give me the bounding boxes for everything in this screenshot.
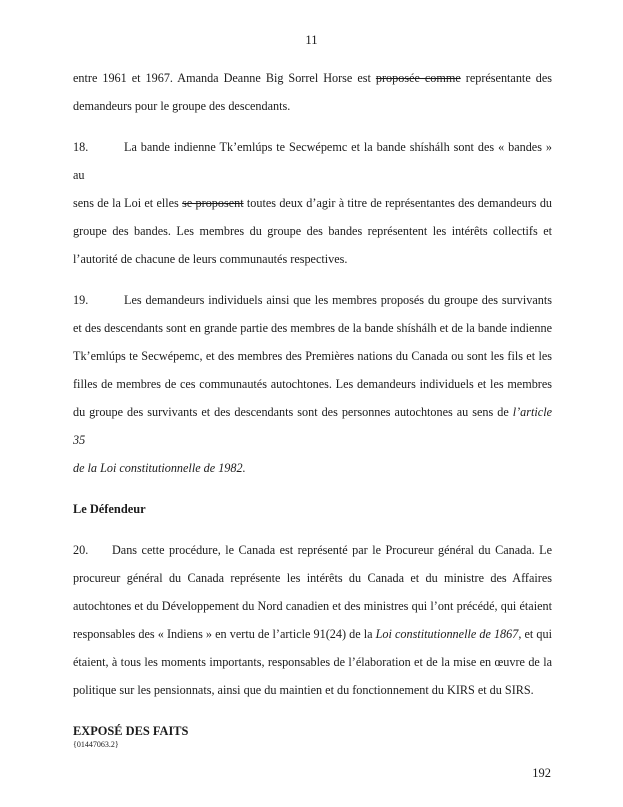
text-line xyxy=(73,370,552,398)
text-line xyxy=(73,189,552,217)
text-run: demandeurs pour le groupe des descendants. xyxy=(73,99,291,113)
text-line xyxy=(73,398,552,454)
text-line xyxy=(73,342,552,370)
text-run: entre 1961 et 1967. Amanda Deanne Big Sorrel Horse est xyxy=(73,71,376,85)
text-line xyxy=(73,133,552,189)
paragraph-18 xyxy=(73,133,552,273)
section-heading-facts: EXPOSÉ DES FAITS xyxy=(73,724,189,738)
text-run: sens de la Loi et elles xyxy=(73,196,183,210)
page-number-bottom: 192 xyxy=(532,766,551,780)
paragraph-number: 19. xyxy=(73,293,89,307)
text-run: Les demandeurs individuels ainsi que les membres proposés du groupe des survivants xyxy=(124,293,552,307)
text-run: La bande indienne Tk’emlúps te Secwépemc et la bande shíshálh sont des « bandes » au xyxy=(73,140,552,182)
page-number-top: 11 xyxy=(305,33,318,47)
document-body xyxy=(73,64,552,758)
paragraph-number: 18. xyxy=(73,140,89,154)
struck-text: proposée comme xyxy=(375,71,461,85)
text-run: Dans cette procédure, le Canada est représenté par le Procureur général du Canada. Le xyxy=(112,543,552,557)
italic-citation: l’article 35 xyxy=(73,405,552,447)
paragraph-19 xyxy=(73,286,552,482)
paragraph-20 xyxy=(73,536,552,704)
text-line xyxy=(73,245,552,273)
text-run: représentante des xyxy=(460,71,552,85)
footer-document-id: {01447063.2} xyxy=(73,740,119,749)
text-line xyxy=(73,676,552,704)
text-line xyxy=(73,620,552,648)
text-line xyxy=(73,564,552,592)
text-line xyxy=(73,92,552,120)
paragraph-number: 20. xyxy=(73,543,89,557)
struck-text: se proposent xyxy=(182,196,244,210)
text-run: filles de membres de ces communautés autochtones. Les demandeurs individuels et les membres xyxy=(73,377,552,391)
text-run: politique sur les pensionnats, ainsi que du maintien et du fonctionnement du KIRS et du SIRS. xyxy=(73,683,534,697)
text-line xyxy=(73,536,552,564)
text-run: l’autorité de chacune de leurs communautés respectives. xyxy=(73,252,348,266)
text-run: , et qui xyxy=(518,627,552,641)
section-heading-defendant: Le Défendeur xyxy=(73,502,146,516)
italic-citation: de la Loi constitutionnelle de 1982. xyxy=(73,461,246,475)
text-line xyxy=(73,314,552,342)
text-run: et des descendants sont en grande partie des membres de la bande shíshálh et de la bande indienne xyxy=(73,321,552,335)
text-run: responsables des « Indiens » en vertu de l’article 91(24) de la xyxy=(73,627,376,641)
text-run: Tk’emlúps te Secwépemc, et des membres des Premières nations du Canada ou sont les fils et les xyxy=(73,349,552,363)
paragraph-intro-continuation xyxy=(73,64,552,120)
text-run: étaient, à tous les moments importants, responsables de l’élaboration et de la mise en œuvre de la xyxy=(73,655,552,669)
text-run: du groupe des survivants et des descendants sont des personnes autochtones au sens de xyxy=(73,405,513,419)
text-line xyxy=(73,454,552,482)
text-line xyxy=(73,217,552,245)
text-line xyxy=(73,286,552,314)
text-run: groupe des bandes. Les membres du groupe des bandes représentent les intérêts collectifs et xyxy=(73,224,552,238)
text-line xyxy=(73,592,552,620)
text-run: toutes deux d’agir à titre de représentantes des demandeurs du xyxy=(243,196,553,210)
text-run: procureur général du Canada représente les intérêts du Canada et du ministre des Affaires xyxy=(73,571,552,585)
italic-citation: Loi constitutionnelle de 1867 xyxy=(375,627,519,641)
text-run: autochtones et du Développement du Nord canadien et des ministres qui l’ont précédé, qui étaient xyxy=(73,599,552,613)
text-line xyxy=(73,64,552,92)
text-line xyxy=(73,648,552,676)
